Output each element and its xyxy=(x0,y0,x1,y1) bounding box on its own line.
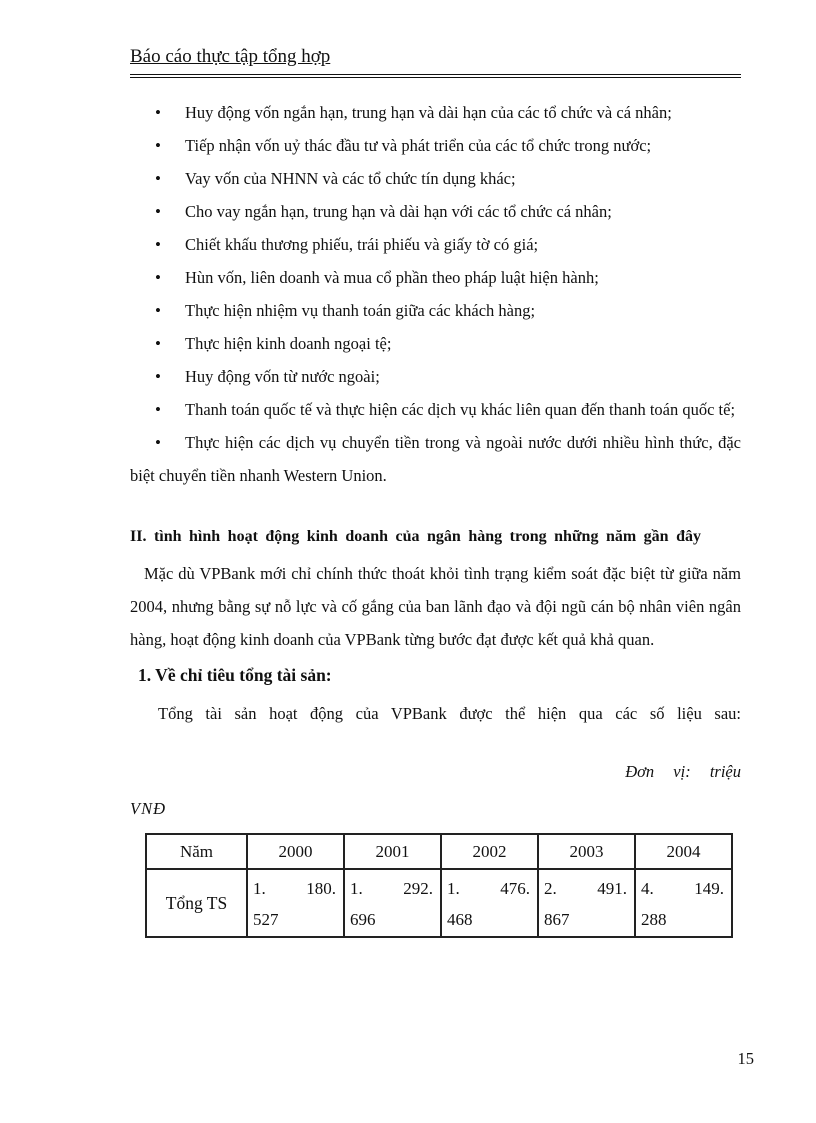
bullet-item xyxy=(130,327,741,360)
subsection-paragraph: Tổng tài sản hoạt động của VPBank được thể hiện qua các số liệu sau: xyxy=(158,704,741,723)
section-heading-ii: II. tình hình hoạt động kinh doanh của ngân hàng trong những năm gần đây xyxy=(130,528,701,545)
bullet-item xyxy=(130,294,741,327)
cell-part: 1. xyxy=(253,879,266,898)
bullet-list xyxy=(130,96,741,492)
content-area xyxy=(130,0,741,938)
bullet-item xyxy=(130,162,741,195)
cell-part: 527 xyxy=(253,910,279,929)
table-header-cell: 2002 xyxy=(441,834,538,869)
bullet-item xyxy=(130,393,741,426)
cell-part: 292. xyxy=(403,879,433,898)
page-number: 15 xyxy=(737,1049,754,1068)
bullet-icon: • xyxy=(155,103,161,122)
bullet-item xyxy=(130,228,741,261)
table-header-cell: 2000 xyxy=(247,834,344,869)
bullet-icon: • xyxy=(155,169,161,188)
bullet-text: Hùn vốn, liên doanh và mua cổ phần theo pháp luật hiện hành; xyxy=(185,268,599,287)
table-header-cell: Năm xyxy=(146,834,247,869)
table-cell-2003 xyxy=(538,869,635,937)
cell-part: 1. xyxy=(350,879,363,898)
cell-part: 476. xyxy=(500,879,530,898)
table-value-row xyxy=(146,869,732,937)
cell-part: 696 xyxy=(350,910,376,929)
bullet-icon: • xyxy=(155,433,161,452)
bullet-item xyxy=(130,96,716,129)
cell-part: 1. xyxy=(447,879,460,898)
bullet-item xyxy=(130,195,741,228)
bullet-icon: • xyxy=(155,400,161,419)
cell-part: 4. xyxy=(641,879,654,898)
subsection-heading-1: 1. Về chỉ tiêu tổng tài sản: xyxy=(138,665,332,685)
bullet-text: Thực hiện các dịch vụ chuyển tiền trong và ngoài nước dưới nhiều hình thức, đặc biệt chuyển tiền nhanh Western Union. xyxy=(130,433,741,485)
bullet-text: Thực hiện kinh doanh ngoại tệ; xyxy=(185,334,392,353)
cell-part: 2. xyxy=(544,879,557,898)
bullet-text: Cho vay ngắn hạn, trung hạn và dài hạn với các tổ chức cá nhân; xyxy=(185,202,612,221)
bullet-item xyxy=(130,426,741,492)
cell-part: 149. xyxy=(694,879,724,898)
running-header xyxy=(130,44,741,78)
table-header-cell: 2003 xyxy=(538,834,635,869)
total-assets-table xyxy=(145,833,733,938)
bullet-icon: • xyxy=(155,268,161,287)
table-row-label: Tổng TS xyxy=(146,869,247,937)
cell-part: 468 xyxy=(447,910,473,929)
table-cell-2002 xyxy=(441,869,538,937)
bullet-item xyxy=(130,261,741,294)
bullet-text: Thanh toán quốc tế và thực hiện các dịch vụ khác liên quan đến thanh toán quốc tế; xyxy=(185,400,736,419)
bullet-text: Vay vốn của NHNN và các tổ chức tín dụng khác; xyxy=(185,169,516,188)
bullet-text: Chiết khấu thương phiếu, trái phiếu và giấy tờ có giá; xyxy=(185,235,539,254)
cell-part: 288 xyxy=(641,910,667,929)
bullet-text: Tiếp nhận vốn uỷ thác đầu tư và phát triển của các tổ chức trong nước; xyxy=(185,136,652,155)
bullet-icon: • xyxy=(155,136,161,155)
bullet-text: Huy động vốn ngắn hạn, trung hạn và dài hạn của các tổ chức và cá nhân; xyxy=(185,103,672,122)
bullet-icon: • xyxy=(155,301,161,320)
bullet-item xyxy=(130,129,741,162)
cell-part: 867 xyxy=(544,910,570,929)
table-cell-2004 xyxy=(635,869,732,937)
header-title: Báo cáo thực tập tổng hợp xyxy=(130,46,331,67)
table-header-cell: 2001 xyxy=(344,834,441,869)
bullet-icon: • xyxy=(155,202,161,221)
section-paragraph: Mặc dù VPBank mới chỉ chính thức thoát khỏi tình trạng kiểm soát đặc biệt từ giữa năm 2004, nhưng bằng sự nỗ lực và cố gắng của ban lãnh đạo và đội ngũ cán bộ nhân viên ngân hàng, hoạt động kinh doanh của VPBank từng bước đạt được kết quả khả quan. xyxy=(130,564,741,649)
bullet-text: Huy động vốn từ nước ngoài; xyxy=(185,367,380,386)
bullet-icon: • xyxy=(155,367,161,386)
table-cell-2000 xyxy=(247,869,344,937)
bullet-icon: • xyxy=(155,334,161,353)
table-header-cell: 2004 xyxy=(635,834,732,869)
table-cell-2001 xyxy=(344,869,441,937)
unit-note-line1: Đơn vị: triệu xyxy=(625,762,741,781)
unit-note-line2: VNĐ xyxy=(130,799,166,818)
cell-part: 180. xyxy=(306,879,336,898)
cell-part: 491. xyxy=(597,879,627,898)
bullet-text: Thực hiện nhiệm vụ thanh toán giữa các khách hàng; xyxy=(185,301,536,320)
table-header-row xyxy=(146,834,732,869)
bullet-icon: • xyxy=(155,235,161,254)
bullet-item xyxy=(130,360,741,393)
